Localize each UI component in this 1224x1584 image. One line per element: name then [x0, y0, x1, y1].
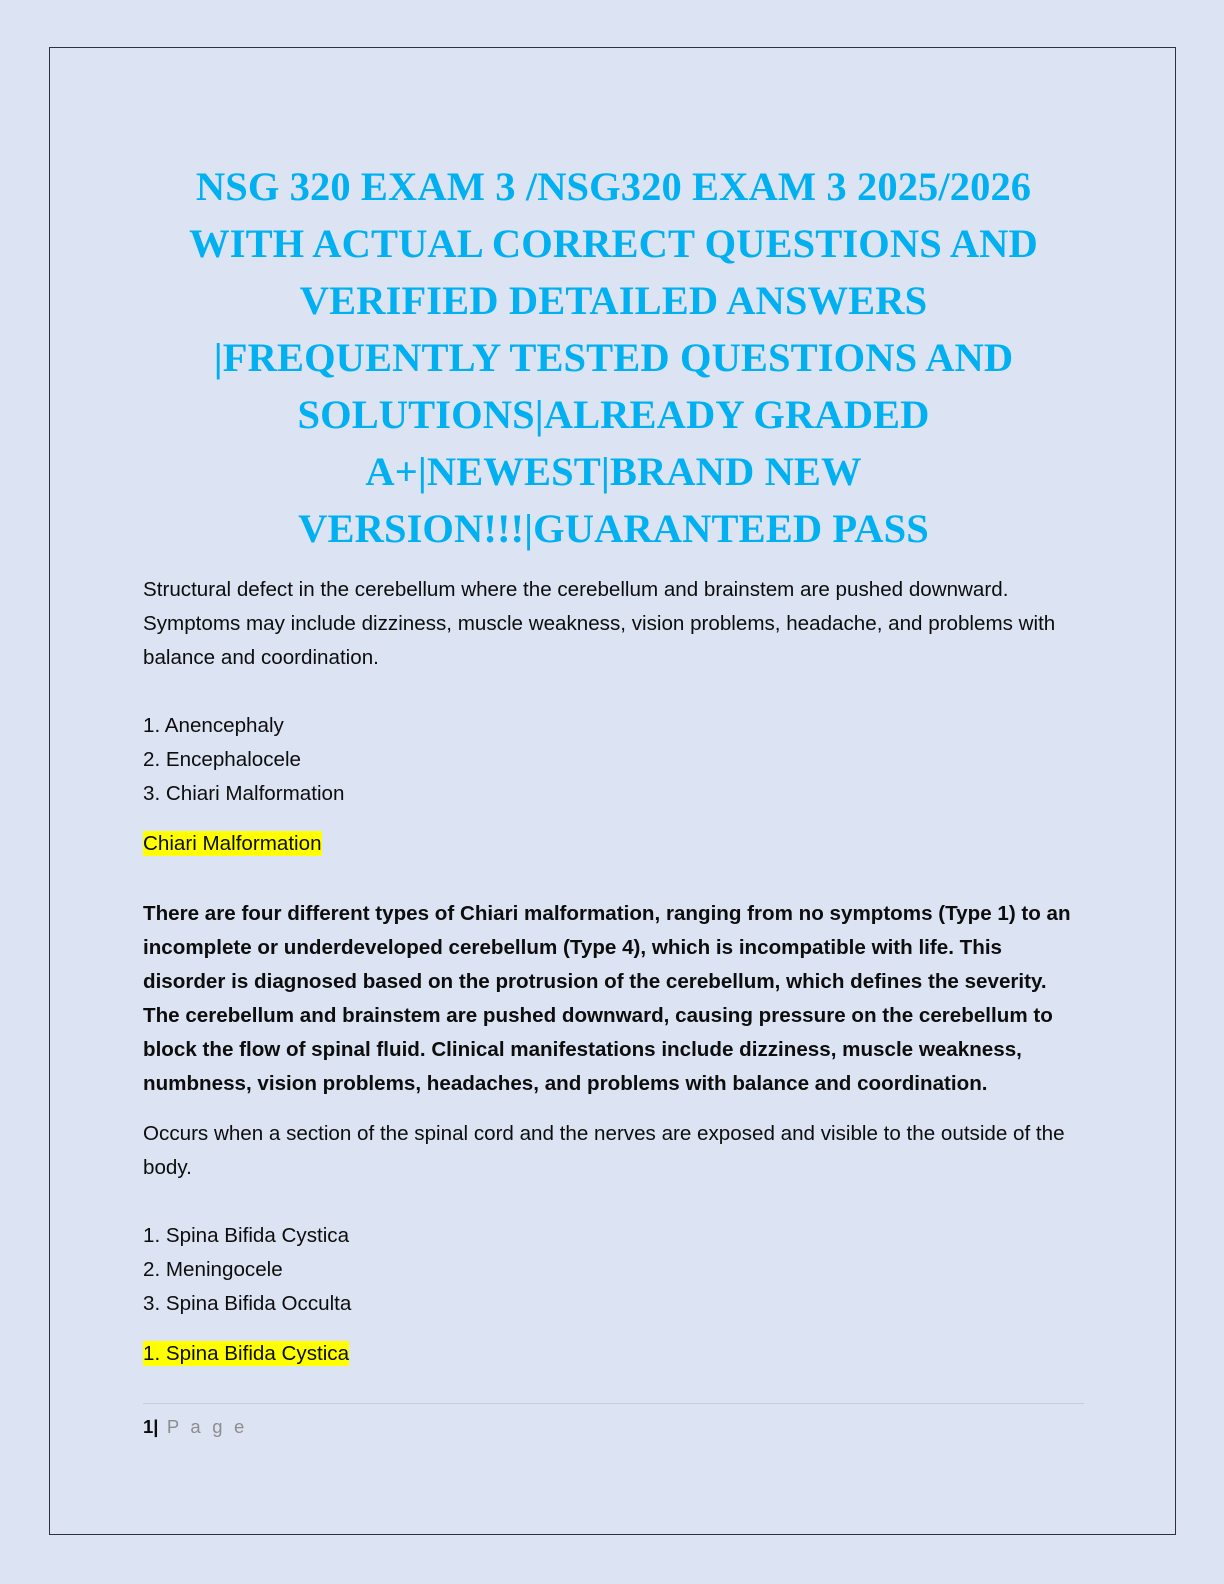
- list-item: 3. Chiari Malformation: [143, 782, 345, 805]
- footer-label: [143, 1416, 1084, 1438]
- question-1-prompt: Structural defect in the cerebellum where the cerebellum and brainstem are pushed downward. Symptoms may include dizziness, muscle weakness, vision problems, headache, and problems with balance and coordination.: [143, 578, 1056, 669]
- footer-page-number: 1: [143, 1416, 154, 1437]
- question-2-options-list: [143, 1219, 1084, 1321]
- document-page: [49, 47, 1176, 1535]
- paragraph-gap-3: [143, 863, 1084, 897]
- list-item: 1. Spina Bifida Cystica: [143, 1224, 350, 1247]
- footer-separator: |: [153, 1416, 159, 1437]
- highlighted-answer-text: 1. Spina Bifida Cystica: [143, 1342, 350, 1365]
- list-item: 1. Anencephaly: [143, 714, 284, 737]
- footer-divider: [143, 1403, 1084, 1404]
- question-1-options-list: [143, 709, 1084, 811]
- title-gap: [143, 557, 1084, 573]
- highlighted-answer-text: Chiari Malformation: [143, 832, 322, 855]
- list-item: 2. Encephalocele: [143, 748, 302, 771]
- question-1-answer: [143, 827, 1084, 863]
- paragraph-gap-4: [143, 1101, 1084, 1117]
- list-item: 3. Spina Bifida Occulta: [143, 1292, 352, 1315]
- list-item: 2. Meningocele: [143, 1258, 283, 1281]
- page-footer: [143, 1403, 1084, 1438]
- paragraph-gap-6: [143, 1321, 1084, 1337]
- document-content: [143, 158, 1084, 1373]
- explanation-1-paragraph: There are four different types of Chiari malformation, ranging from no symptoms (Type 1) to an incomplete or underdeveloped cerebellum (Type 4), which is incompatible with life. This disorder is diagnosed based on the protrusion of the cerebellum, which defines the severity. The cerebellum and brainstem are pushed downward, causing pressure on the cerebellum to block the flow of spinal fluid. Clinical manifestations include dizziness, muscle weakness, numbness, vision problems, headaches, and problems with balance and coordination.: [143, 902, 1071, 1095]
- paragraph-gap-2: [143, 811, 1084, 827]
- paragraph-gap-1: [143, 675, 1084, 709]
- paragraph-gap-5: [143, 1185, 1084, 1219]
- question-2-prompt: Occurs when a section of the spinal cord and the nerves are exposed and visible to the outside of the body.: [143, 1122, 1065, 1179]
- page-title: NSG 320 EXAM 3 /NSG320 EXAM 3 2025/2026 WITH ACTUAL CORRECT QUESTIONS AND VERIFIED DETAILED ANSWERS |FREQUENTLY TESTED QUESTIONS AND SOLUTIONS|ALREADY GRADED A+|NEWEST|BRAND NEW VERSION!!!|GUARANTEED PASS: [189, 164, 1038, 551]
- question-2-answer: [143, 1337, 1084, 1373]
- footer-page-word: P a g e: [166, 1416, 248, 1437]
